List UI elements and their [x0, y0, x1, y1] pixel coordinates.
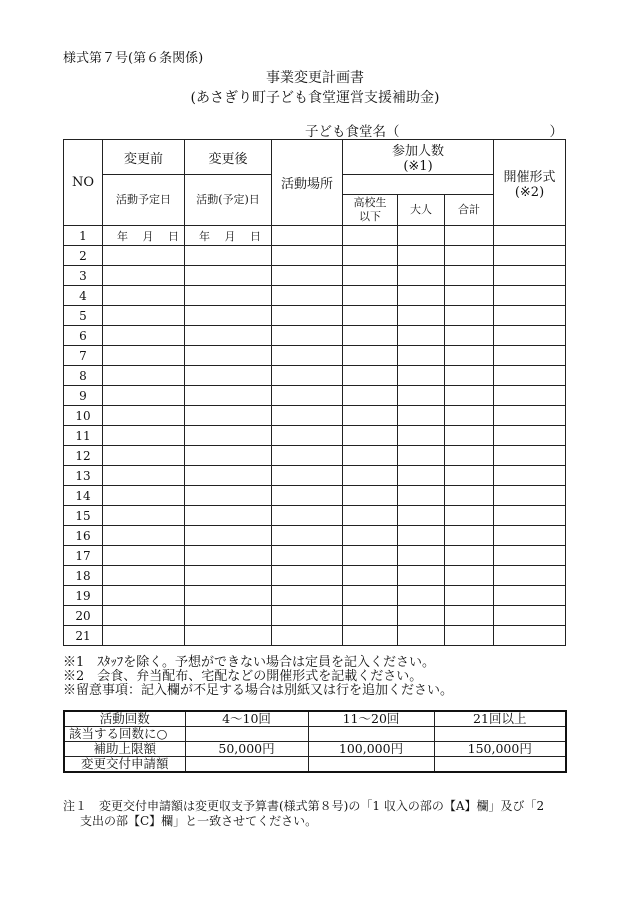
cell-after-date[interactable]: 年 月 日: [185, 226, 272, 246]
table-row: [64, 566, 566, 586]
cell-before-date[interactable]: [103, 586, 185, 606]
table-row: [64, 266, 566, 286]
cell-adult[interactable]: [398, 626, 445, 646]
count-range: 11～20回: [308, 711, 434, 727]
table-row: [64, 546, 566, 566]
table-row: [64, 466, 566, 486]
row-no: 13: [64, 466, 103, 486]
cell-before-date[interactable]: [103, 366, 185, 386]
cell-after-date[interactable]: [185, 586, 272, 606]
table-row: [64, 586, 566, 606]
table-row: [64, 426, 566, 446]
cell-after-date[interactable]: [185, 466, 272, 486]
summary-row-label: 該当する回数に○: [64, 727, 185, 742]
row-no: 10: [64, 406, 103, 426]
row-limit: [64, 742, 566, 757]
cell-after-date[interactable]: [185, 326, 272, 346]
request-amount-cell[interactable]: [434, 757, 566, 773]
summary-row-label: 変更交付申請額: [64, 757, 185, 773]
cell-place[interactable]: [272, 226, 343, 246]
table-row: [64, 386, 566, 406]
circle-cell[interactable]: [308, 727, 434, 742]
circle-cell[interactable]: [434, 727, 566, 742]
table-row: [64, 606, 566, 626]
cell-format[interactable]: [494, 426, 566, 446]
form-number: 様式第７号(第６条関係): [63, 51, 204, 66]
cell-total[interactable]: [445, 486, 494, 506]
cell-adult[interactable]: [398, 226, 445, 246]
cell-hs[interactable]: [343, 546, 398, 566]
cell-place[interactable]: [272, 426, 343, 446]
cell-before-date[interactable]: [103, 446, 185, 466]
header-no: NO: [64, 140, 103, 226]
cell-place[interactable]: [272, 306, 343, 326]
cell-before-date[interactable]: [103, 526, 185, 546]
document-subtitle: (あさぎり町子ども食堂運営支援補助金): [190, 90, 440, 106]
cell-adult[interactable]: [398, 366, 445, 386]
shokudo-name-field[interactable]: [305, 120, 563, 140]
cell-total[interactable]: [445, 446, 494, 466]
row-request: [64, 757, 566, 773]
cell-total[interactable]: [445, 306, 494, 326]
row-no: 21: [64, 626, 103, 646]
cell-place[interactable]: [272, 546, 343, 566]
row-no: 6: [64, 326, 103, 346]
cell-hs[interactable]: [343, 326, 398, 346]
note-2: ※2 会食、弁当配布、宅配などの開催形式を記載ください。: [63, 669, 423, 684]
row-no: 5: [64, 306, 103, 326]
cell-total[interactable]: [445, 326, 494, 346]
cell-format[interactable]: [494, 466, 566, 486]
subsidy-summary-table: [63, 710, 567, 773]
row-no: 11: [64, 426, 103, 446]
cell-after-date[interactable]: [185, 526, 272, 546]
cell-total[interactable]: [445, 626, 494, 646]
cell-total[interactable]: [445, 346, 494, 366]
cell-before-date[interactable]: [103, 406, 185, 426]
cell-hs[interactable]: [343, 406, 398, 426]
cell-after-date[interactable]: [185, 406, 272, 426]
cell-adult[interactable]: [398, 346, 445, 366]
table-row: [64, 626, 566, 646]
cell-adult[interactable]: [398, 506, 445, 526]
cell-place[interactable]: [272, 346, 343, 366]
cell-hs[interactable]: [343, 366, 398, 386]
format-label: 開催形式: [503, 169, 556, 185]
cell-adult[interactable]: [398, 286, 445, 306]
cell-hs[interactable]: [343, 346, 398, 366]
cell-after-date[interactable]: [185, 306, 272, 326]
cell-format[interactable]: [494, 386, 566, 406]
cell-before-date[interactable]: [103, 306, 185, 326]
circle-cell[interactable]: [185, 727, 308, 742]
cell-adult[interactable]: [398, 266, 445, 286]
row-no: 9: [64, 386, 103, 406]
cell-after-date[interactable]: [185, 386, 272, 406]
cell-after-date[interactable]: [185, 606, 272, 626]
cell-format[interactable]: [494, 586, 566, 606]
table-row: [64, 246, 566, 266]
header-before: 変更前: [103, 140, 185, 175]
cell-after-date[interactable]: [185, 366, 272, 386]
cell-before-date[interactable]: [103, 626, 185, 646]
cell-total[interactable]: [445, 226, 494, 246]
cell-before-date[interactable]: [103, 546, 185, 566]
cell-before-date[interactable]: [103, 246, 185, 266]
cell-hs[interactable]: [343, 226, 398, 246]
cell-format[interactable]: [494, 546, 566, 566]
cell-adult[interactable]: [398, 546, 445, 566]
cell-hs[interactable]: [343, 266, 398, 286]
cell-before-date[interactable]: [103, 266, 185, 286]
summary-row-label: 活動回数: [64, 711, 185, 727]
cell-hs[interactable]: [343, 606, 398, 626]
cell-place[interactable]: [272, 266, 343, 286]
cell-after-date[interactable]: [185, 566, 272, 586]
note-3: ※留意事項：記入欄が不足する場合は別紙又は行を追加ください。: [63, 683, 454, 698]
cell-before-date[interactable]: [103, 566, 185, 586]
cell-adult[interactable]: [398, 586, 445, 606]
cell-hs[interactable]: [343, 506, 398, 526]
cell-total[interactable]: [445, 266, 494, 286]
note-1: ※1 ｽﾀｯﾌを除く。予想ができない場合は定員を記入ください。: [63, 655, 436, 670]
cell-hs[interactable]: [343, 286, 398, 306]
cell-format[interactable]: [494, 606, 566, 626]
table-row: [64, 446, 566, 466]
cell-total[interactable]: [445, 246, 494, 266]
cell-place[interactable]: [272, 566, 343, 586]
cell-before-date[interactable]: 年 月 日: [103, 226, 185, 246]
table-row: [64, 506, 566, 526]
cell-hs[interactable]: [343, 246, 398, 266]
header-after-sub: 活動(予定)日: [185, 175, 272, 226]
row-no: 14: [64, 486, 103, 506]
format-note: (※2): [514, 184, 545, 200]
cell-hs[interactable]: [343, 586, 398, 606]
cell-hs[interactable]: [343, 466, 398, 486]
cell-hs[interactable]: [343, 526, 398, 546]
cell-before-date[interactable]: [103, 486, 185, 506]
limit-amount: 50,000円: [185, 742, 308, 757]
cell-adult[interactable]: [398, 466, 445, 486]
cell-after-date[interactable]: [185, 546, 272, 566]
row-activity-count: [64, 711, 566, 727]
request-amount-cell[interactable]: [308, 757, 434, 773]
cell-place[interactable]: [272, 446, 343, 466]
cell-before-date[interactable]: [103, 346, 185, 366]
document-title: 事業変更計画書: [266, 70, 364, 86]
cell-total[interactable]: [445, 366, 494, 386]
header-adult: 大人: [398, 195, 445, 226]
cell-total[interactable]: [445, 386, 494, 406]
cell-format[interactable]: [494, 406, 566, 426]
cell-hs[interactable]: [343, 566, 398, 586]
participants-label: 参加人数: [391, 144, 444, 159]
cell-format[interactable]: [494, 446, 566, 466]
table-row: [64, 326, 566, 346]
cell-format[interactable]: [494, 286, 566, 306]
cell-total[interactable]: [445, 566, 494, 586]
cell-after-date[interactable]: [185, 286, 272, 306]
cell-place[interactable]: [272, 486, 343, 506]
cell-place[interactable]: [272, 406, 343, 426]
cell-place[interactable]: [272, 366, 343, 386]
cell-total[interactable]: [445, 426, 494, 446]
row-no: 12: [64, 446, 103, 466]
count-range: 4～10回: [185, 711, 308, 727]
limit-amount: 100,000円: [308, 742, 434, 757]
cell-hs[interactable]: [343, 386, 398, 406]
cell-format[interactable]: [494, 486, 566, 506]
cell-place[interactable]: [272, 326, 343, 346]
header-place: 活動場所: [272, 140, 343, 226]
cell-hs[interactable]: [343, 426, 398, 446]
shokudo-name-close: ）: [549, 124, 563, 140]
cell-total[interactable]: [445, 466, 494, 486]
shokudo-name-label: 子ども食堂名（: [305, 124, 400, 140]
cell-before-date[interactable]: [103, 286, 185, 306]
request-amount-cell[interactable]: [185, 757, 308, 773]
cell-format[interactable]: [494, 506, 566, 526]
limit-amount: 150,000円: [434, 742, 566, 757]
header-after: 変更後: [185, 140, 272, 175]
cell-after-date[interactable]: [185, 426, 272, 446]
cell-before-date[interactable]: [103, 386, 185, 406]
cell-hs[interactable]: [343, 446, 398, 466]
activity-plan-table: [63, 139, 566, 646]
table-row: [64, 226, 566, 246]
table-row: [64, 406, 566, 426]
cell-total[interactable]: [445, 606, 494, 626]
row-no: 18: [64, 566, 103, 586]
row-no: 15: [64, 506, 103, 526]
row-no: 8: [64, 366, 103, 386]
table-row: [64, 366, 566, 386]
count-range: 21回以上: [434, 711, 566, 727]
cell-format[interactable]: [494, 306, 566, 326]
cell-adult[interactable]: [398, 566, 445, 586]
annotation-line-2: 支出の部【C】欄」と一致させてください。: [80, 814, 318, 828]
cell-place[interactable]: [272, 506, 343, 526]
cell-total[interactable]: [445, 506, 494, 526]
cell-after-date[interactable]: [185, 346, 272, 366]
header-before-sub: 活動予定日: [103, 175, 185, 226]
cell-total[interactable]: [445, 406, 494, 426]
row-no: 19: [64, 586, 103, 606]
cell-adult[interactable]: [398, 446, 445, 466]
cell-before-date[interactable]: [103, 426, 185, 446]
cell-total[interactable]: [445, 586, 494, 606]
row-no: 17: [64, 546, 103, 566]
cell-hs[interactable]: [343, 486, 398, 506]
cell-format[interactable]: [494, 326, 566, 346]
header-format: [494, 140, 566, 226]
table-row: [64, 526, 566, 546]
row-circle: [64, 727, 566, 742]
cell-format[interactable]: [494, 366, 566, 386]
table-row: [64, 286, 566, 306]
cell-format[interactable]: [494, 246, 566, 266]
row-no: 3: [64, 266, 103, 286]
cell-after-date[interactable]: [185, 266, 272, 286]
cell-adult[interactable]: [398, 426, 445, 446]
table-row: [64, 306, 566, 326]
cell-place[interactable]: [272, 586, 343, 606]
cell-place[interactable]: [272, 526, 343, 546]
cell-place[interactable]: [272, 466, 343, 486]
cell-place[interactable]: [272, 246, 343, 266]
cell-total[interactable]: [445, 546, 494, 566]
header-total: 合計: [445, 195, 494, 226]
summary-row-label: 補助上限額: [64, 742, 185, 757]
cell-hs[interactable]: [343, 626, 398, 646]
cell-format[interactable]: [494, 626, 566, 646]
row-no: 4: [64, 286, 103, 306]
row-no: 16: [64, 526, 103, 546]
cell-adult[interactable]: [398, 406, 445, 426]
cell-after-date[interactable]: [185, 626, 272, 646]
cell-adult[interactable]: [398, 386, 445, 406]
row-no: 7: [64, 346, 103, 366]
cell-adult[interactable]: [398, 326, 445, 346]
cell-format[interactable]: [494, 346, 566, 366]
cell-adult[interactable]: [398, 306, 445, 326]
cell-before-date[interactable]: [103, 326, 185, 346]
cell-place[interactable]: [272, 626, 343, 646]
cell-total[interactable]: [445, 526, 494, 546]
cell-adult[interactable]: [398, 606, 445, 626]
cell-after-date[interactable]: [185, 486, 272, 506]
row-no: 1: [64, 226, 103, 246]
cell-adult[interactable]: [398, 486, 445, 506]
cell-after-date[interactable]: [185, 506, 272, 526]
cell-total[interactable]: [445, 286, 494, 306]
row-no: 2: [64, 246, 103, 266]
cell-place[interactable]: [272, 386, 343, 406]
cell-adult[interactable]: [398, 526, 445, 546]
cell-hs[interactable]: [343, 306, 398, 326]
cell-format[interactable]: [494, 226, 566, 246]
row-no: 20: [64, 606, 103, 626]
header-participants: [343, 140, 494, 175]
cell-before-date[interactable]: [103, 606, 185, 626]
header-hs: 高校生以下: [343, 195, 398, 226]
annotation-line-1: 注１ 変更交付申請額は変更収支予算書(様式第８号)の「1 収入の部の【A】欄」及び「2: [63, 799, 545, 813]
cell-format[interactable]: [494, 526, 566, 546]
participants-note: (※1): [403, 159, 433, 174]
cell-format[interactable]: [494, 266, 566, 286]
cell-place[interactable]: [272, 606, 343, 626]
cell-place[interactable]: [272, 286, 343, 306]
cell-after-date[interactable]: [185, 446, 272, 466]
cell-adult[interactable]: [398, 246, 445, 266]
table-row: [64, 346, 566, 366]
cell-after-date[interactable]: [185, 246, 272, 266]
table-row: [64, 486, 566, 506]
cell-before-date[interactable]: [103, 466, 185, 486]
cell-format[interactable]: [494, 566, 566, 586]
cell-before-date[interactable]: [103, 506, 185, 526]
